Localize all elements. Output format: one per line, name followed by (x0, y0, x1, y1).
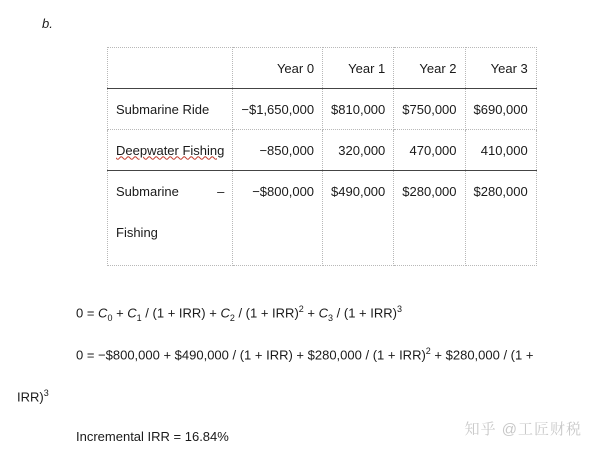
cell-value: −850,000 (233, 130, 323, 171)
cell-value: −$800,000 (233, 171, 323, 266)
cell-value: 320,000 (323, 130, 394, 171)
header-cell-blank (108, 48, 233, 89)
table-row (108, 171, 537, 266)
cash-flow-table (107, 47, 537, 266)
row-label-dash: – (217, 184, 225, 199)
cell-value: $280,000 (394, 171, 465, 266)
watermark: 知乎 @工匠财税 (464, 421, 582, 438)
header-year-1: Year 1 (323, 48, 394, 89)
header-year-0: Year 0 (233, 48, 323, 89)
row-label: Submarine Ride (108, 89, 233, 130)
row-label-line1 (116, 184, 224, 199)
irr-general-equation: $0 = C_0 + C_1 / (1 + IRR) + C_2 / (1 + IRR)^2 + C_3 / (1 + IRR)^3$ (76, 304, 402, 323)
row-label (108, 130, 233, 171)
irr-numeric-equation: 0 = −$800,000 + $490,000 / (1 + IRR) + $280,000 / (1 + IRR)$^2$ + $280,000 / (1 + (76, 346, 534, 363)
cell-value: 410,000 (465, 130, 536, 171)
row-label-part: Submarine (116, 184, 179, 199)
row-label-line2: Fishing (116, 225, 158, 240)
cell-value: $750,000 (394, 89, 465, 130)
cell-value: $280,000 (465, 171, 536, 266)
cell-value: $490,000 (323, 171, 394, 266)
irr-numeric-equation-continued: IRR)$^3$ (17, 388, 49, 405)
part-label: b. (42, 16, 53, 31)
incremental-irr-result: Incremental IRR = 16.84% (76, 429, 229, 444)
table-row (108, 89, 537, 130)
table-header-row (108, 48, 537, 89)
cell-value: $810,000 (323, 89, 394, 130)
cell-value: $690,000 (465, 89, 536, 130)
header-year-2: Year 2 (394, 48, 465, 89)
row-label (108, 171, 233, 266)
header-year-3: Year 3 (465, 48, 536, 89)
spellcheck-underlined-label: Deepwater Fishing (116, 142, 225, 158)
cell-value: 470,000 (394, 130, 465, 171)
table-row (108, 130, 537, 171)
cell-value: −$1,650,000 (233, 89, 323, 130)
